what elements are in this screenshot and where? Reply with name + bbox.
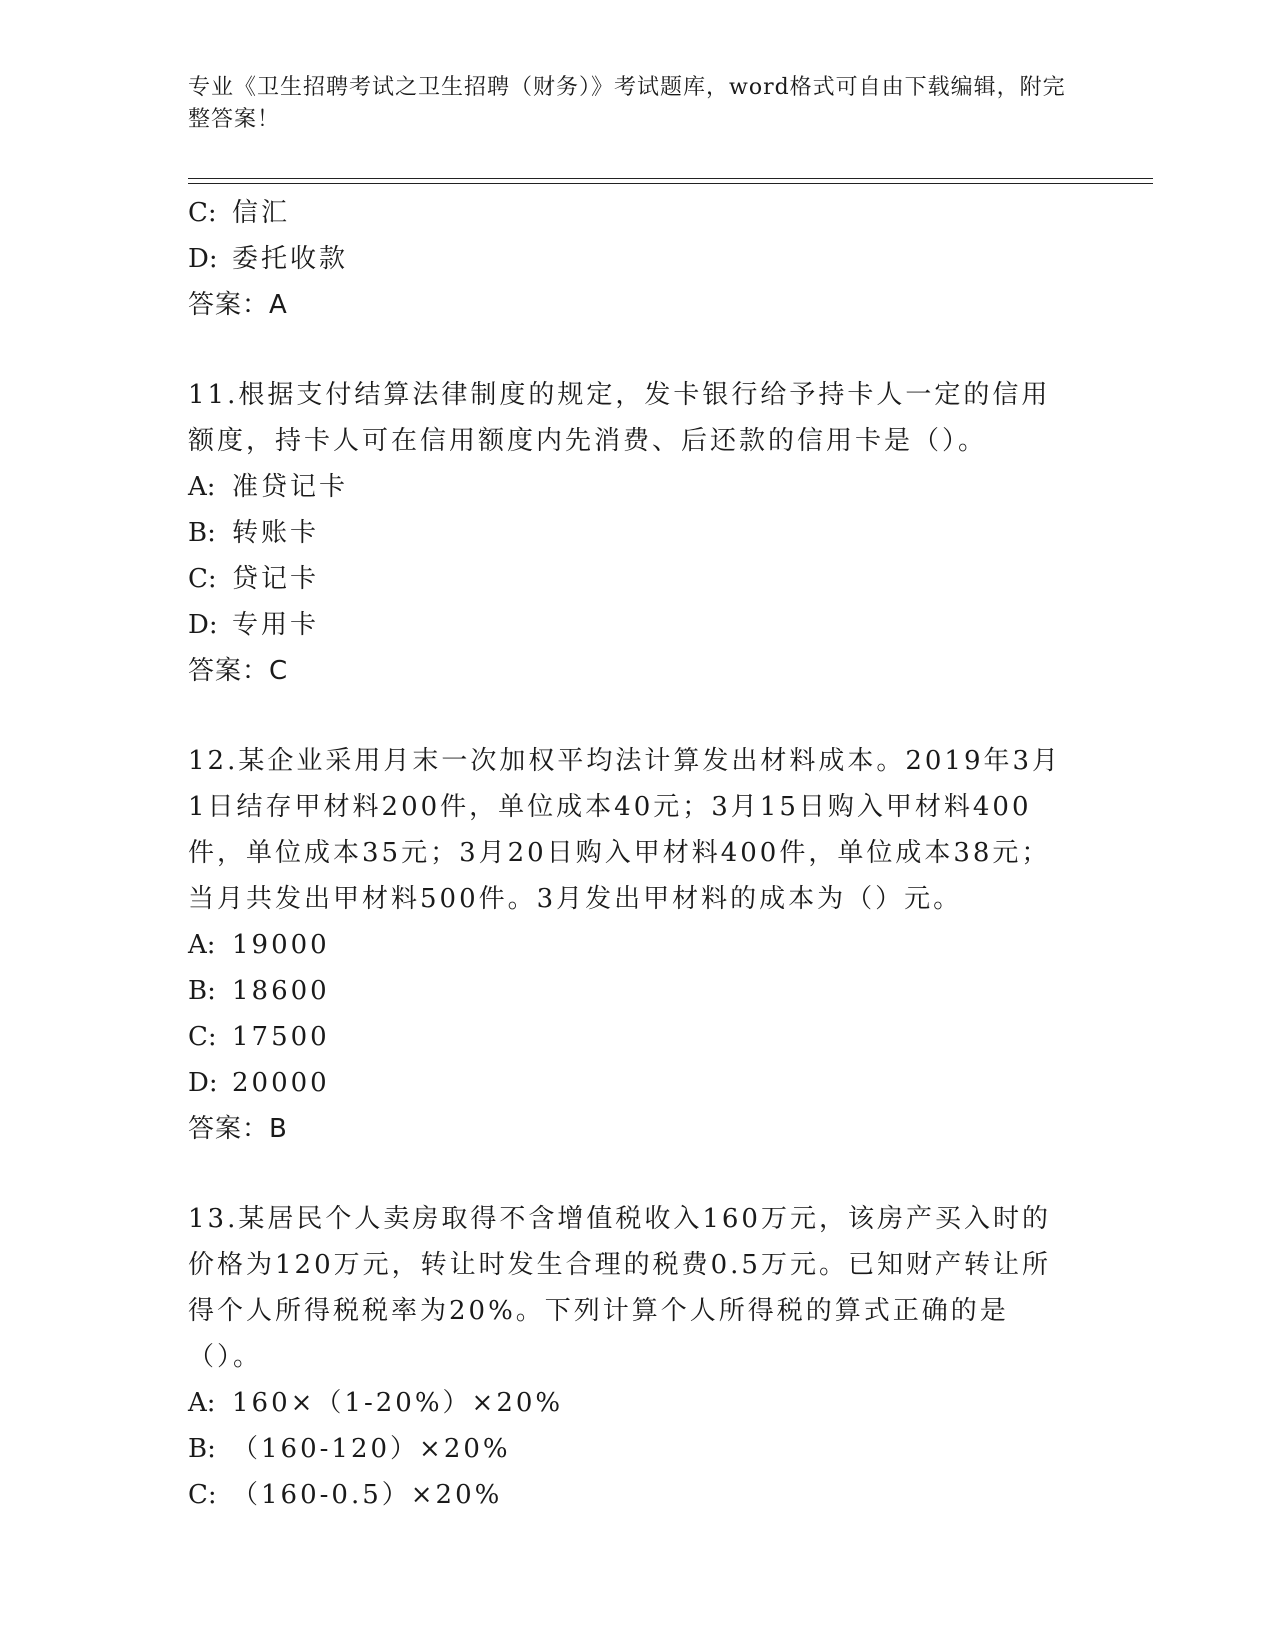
option-b: B: 转账卡 bbox=[188, 518, 320, 548]
option-c: C: 信汇 bbox=[188, 198, 291, 228]
question-11 bbox=[188, 372, 1088, 694]
document-body bbox=[188, 190, 1088, 1518]
option-a: A: 160×（1-20%）×20% bbox=[188, 1388, 564, 1418]
option-d: D: 委托收款 bbox=[188, 244, 349, 274]
question-13 bbox=[188, 1196, 1088, 1518]
question-stem: 12.某企业采用月末一次加权平均法计算发出材料成本。2019年3月1日结存甲材料200件，单位成本40元；3月15日购入甲材料400件，单位成本35元；3月20日购入甲材料400件，单位成本38元；当月共发出甲材料500件。3月发出甲材料的成本为（）元。 bbox=[188, 746, 1062, 914]
document-header: 专业《卫生招聘考试之卫生招聘（财务）》考试题库，word格式可自由下载编辑，附完整答案！ bbox=[188, 75, 1066, 132]
option-d: D: 专用卡 bbox=[188, 610, 320, 640]
option-c: C: （160-0.5）×20% bbox=[188, 1480, 503, 1510]
header-divider bbox=[188, 178, 1153, 184]
option-b: B: 18600 bbox=[188, 976, 330, 1006]
prev-question bbox=[188, 190, 1088, 328]
answer-line: 答案：C bbox=[188, 656, 289, 686]
question-12 bbox=[188, 738, 1088, 1152]
question-stem: 13.某居民个人卖房取得不含增值税收入160万元，该房产买入时的价格为120万元，转让时发生合理的税费0.5万元。已知财产转让所得个人所得税税率为20%。下列计算个人所得税的算式正确的是（）。 bbox=[188, 1204, 1051, 1372]
option-a: A: 准贷记卡 bbox=[188, 472, 349, 502]
option-d: D: 20000 bbox=[188, 1068, 330, 1098]
answer-line: 答案：A bbox=[188, 290, 288, 320]
option-c: C: 贷记卡 bbox=[188, 564, 320, 594]
option-b: B: （160-120）×20% bbox=[188, 1434, 511, 1464]
question-stem: 11.根据支付结算法律制度的规定，发卡银行给予持卡人一定的信用额度，持卡人可在信用额度内先消费、后还款的信用卡是（）。 bbox=[188, 380, 1051, 456]
option-a: A: 19000 bbox=[188, 930, 330, 960]
option-c: C: 17500 bbox=[188, 1022, 330, 1052]
answer-line: 答案：B bbox=[188, 1114, 288, 1144]
